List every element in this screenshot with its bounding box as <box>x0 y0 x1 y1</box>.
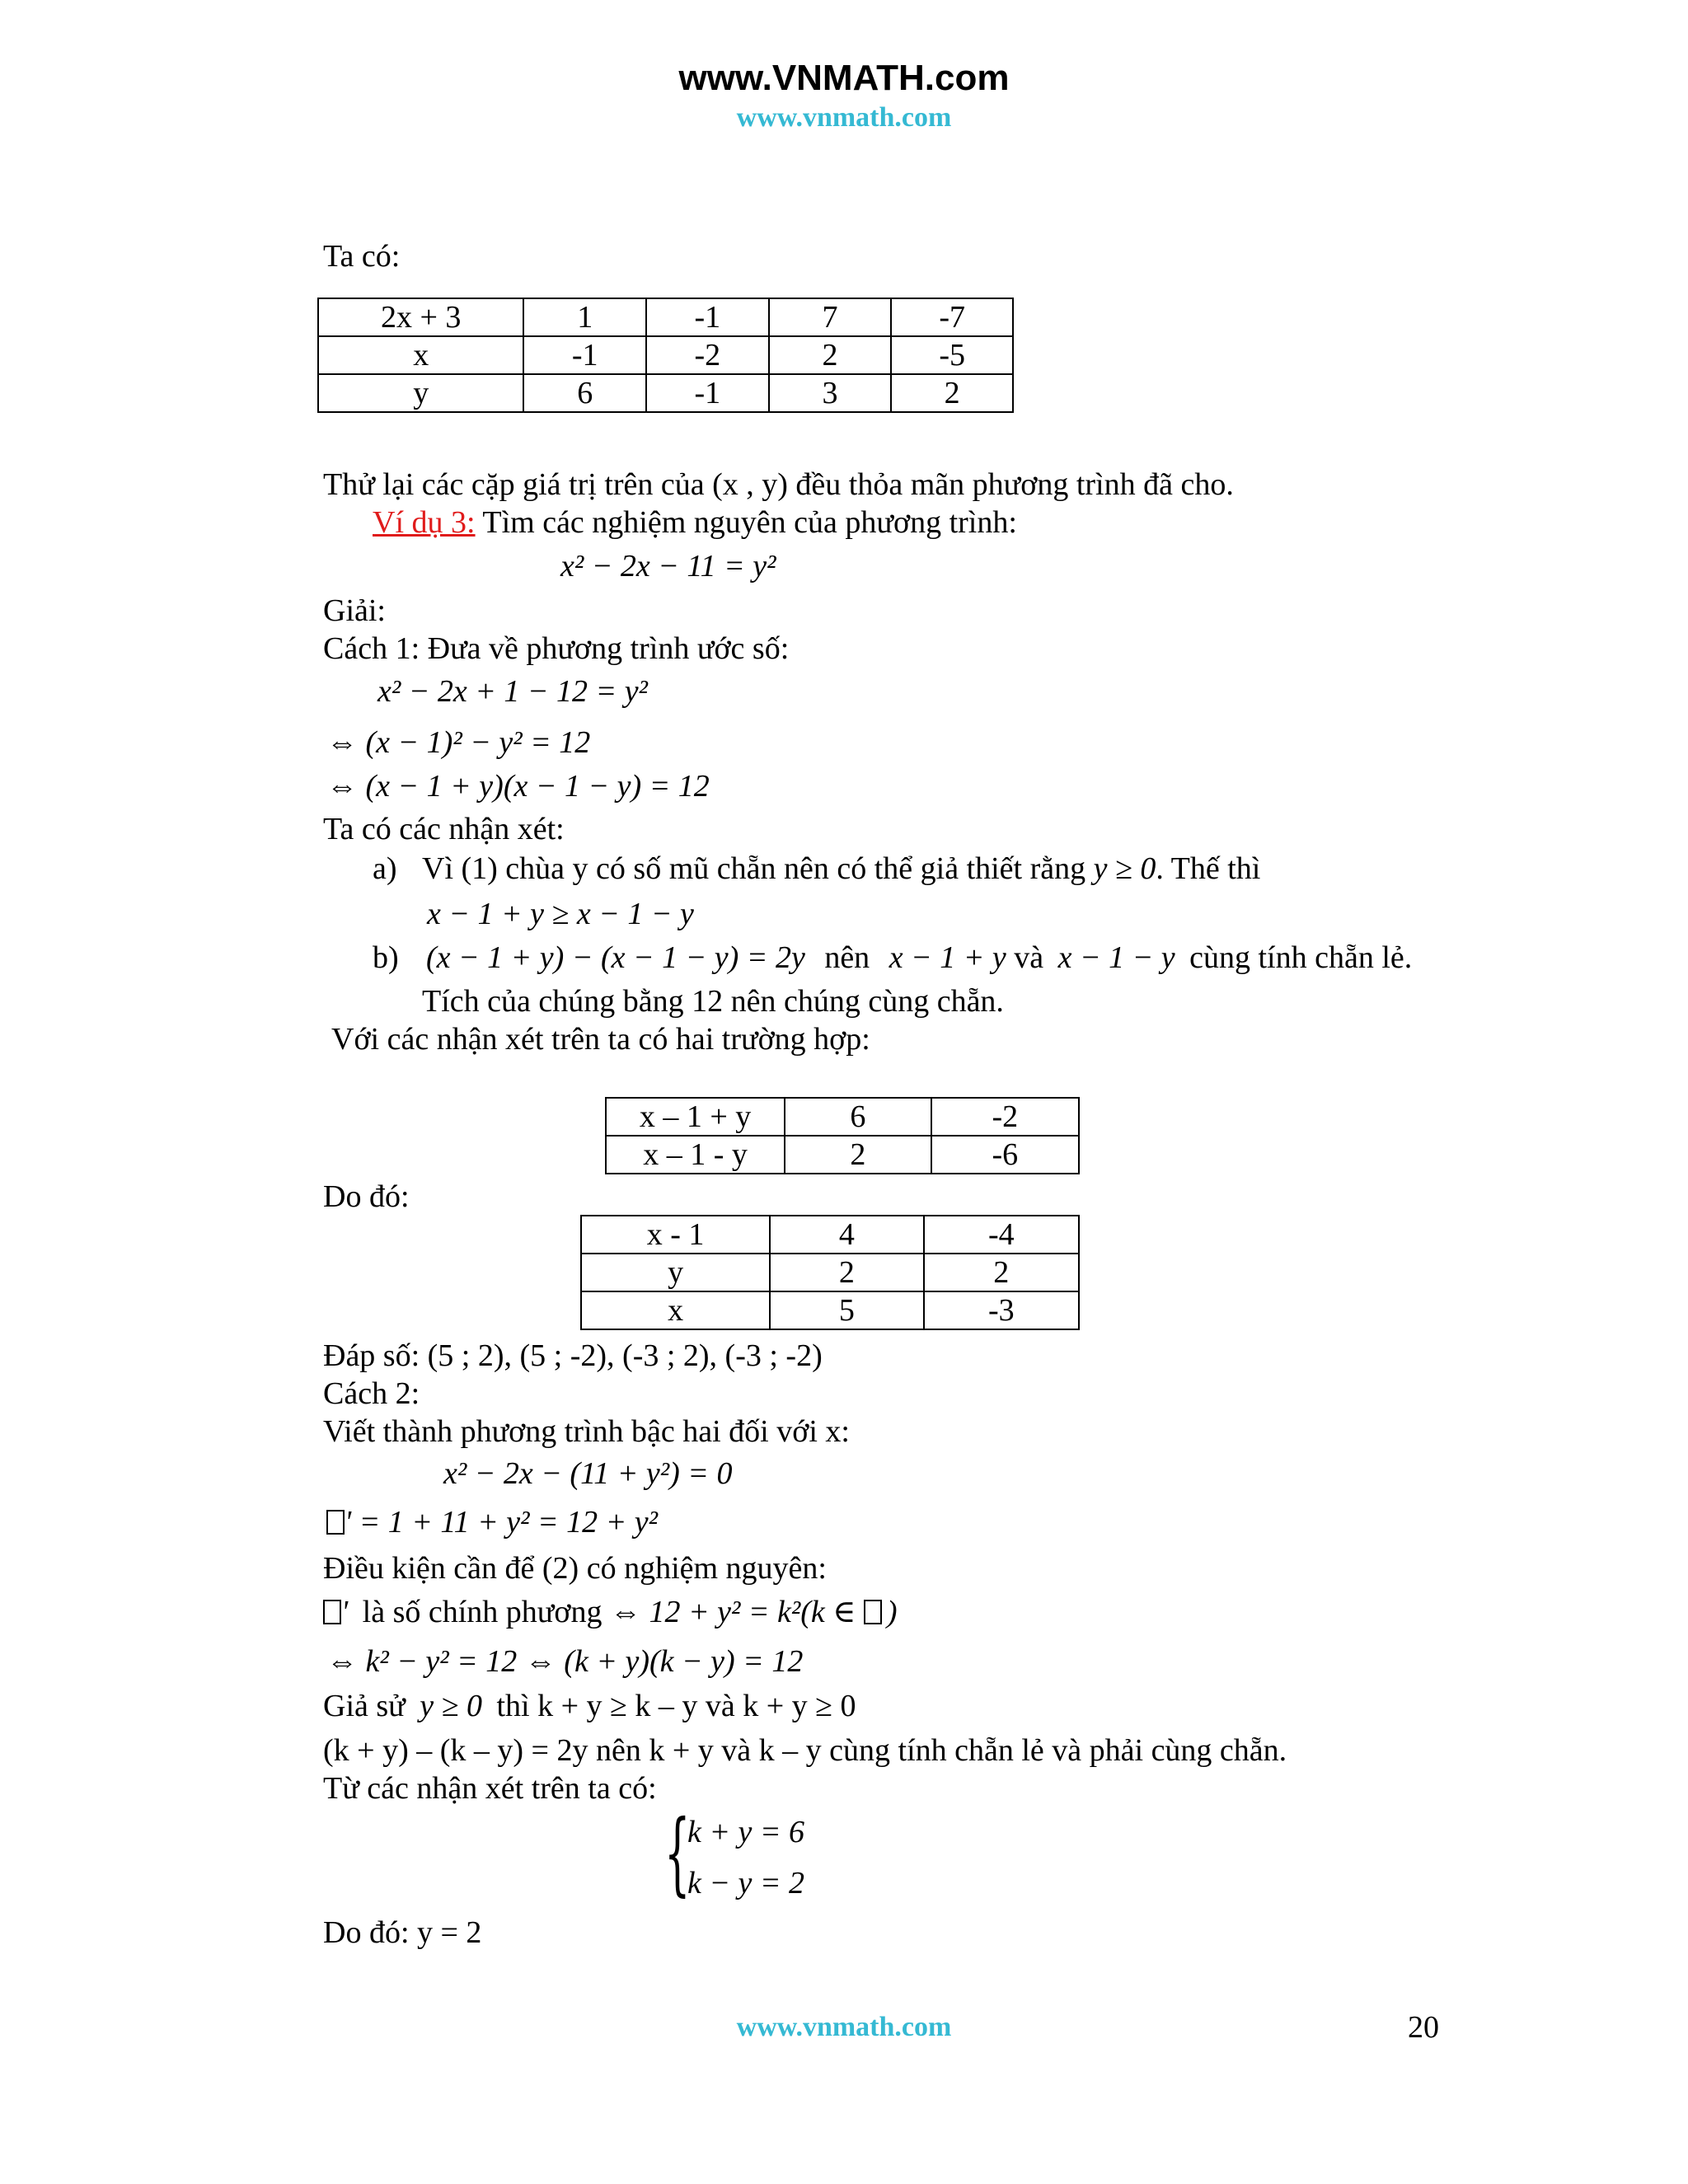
integer-set-glyph <box>864 1600 882 1624</box>
table-cell: -3 <box>924 1291 1079 1329</box>
perfect-square-text: là số chính phương <box>362 1595 603 1629</box>
table-cell: -6 <box>931 1136 1079 1174</box>
table-row <box>581 1254 1079 1291</box>
discriminant-line <box>326 1503 658 1541</box>
table-cell: 3 <box>769 374 892 412</box>
table-cell: x - 1 <box>581 1216 770 1254</box>
delta-glyph <box>326 1510 345 1535</box>
delta-prime: ' <box>341 1595 349 1629</box>
inequality: x − 1 + y ≥ x − 1 − y <box>427 897 694 931</box>
system-brace: { <box>664 1800 691 1905</box>
table-row <box>318 336 1013 374</box>
discriminant-equation: ' = 1 + 11 + y² = 12 + y² <box>345 1505 659 1540</box>
table-cell: x – 1 - y <box>606 1136 785 1174</box>
table-row <box>606 1136 1079 1174</box>
table-cell: y <box>581 1254 770 1291</box>
table-cell: 1 <box>523 298 646 336</box>
method-2-heading: Cách 2: <box>323 1376 420 1411</box>
equation-3: ⇔ (x − 1 + y)(x − 1 − y) = 12 <box>326 769 710 804</box>
answer-text: Đáp số: (5 ; 2), (5 ; -2), (-3 ; 2), (-3 ; -2) <box>323 1338 823 1373</box>
remark-a-tail: . Thế thì <box>1156 851 1261 886</box>
table-cell: -2 <box>646 336 769 374</box>
page-number: 20 <box>1408 2010 1439 2045</box>
from-remarks-text: Từ các nhận xét trên ta có: <box>323 1771 657 1806</box>
table-cell: 2 <box>785 1136 931 1174</box>
square-equation: ⇔ 12 + y² = k²(k ∈ <box>609 1595 864 1629</box>
square-condition <box>323 1593 898 1631</box>
table-cell: 7 <box>769 298 892 336</box>
table-row <box>581 1216 1079 1254</box>
assume-math: y ≥ 0 <box>420 1689 482 1723</box>
table-cell: 2x + 3 <box>318 298 523 336</box>
verify-text: Thử lại các cặp giá trị trên của (x , y) đều thỏa mãn phương trình đã cho. <box>323 467 1234 502</box>
table-cell: -1 <box>646 374 769 412</box>
result-y-text: Do đó: y = 2 <box>323 1915 482 1950</box>
ta-co-text: Ta có: <box>323 239 401 274</box>
table-cell: 6 <box>785 1098 931 1136</box>
table-cell: -1 <box>646 298 769 336</box>
table-cell: x <box>581 1291 770 1329</box>
table-2x3-values <box>317 298 1014 413</box>
system-equation-1: k + y = 6 <box>687 1815 805 1849</box>
example-3-heading <box>373 504 1017 541</box>
equation-1: x² − 2x + 1 − 12 = y² <box>377 674 648 709</box>
table-cell: 6 <box>523 374 646 412</box>
example-task: Tìm các nghiệm nguyên của phương trình: <box>475 505 1017 540</box>
k-equation: ⇔ k² − y² = 12 ⇔ (k + y)(k − y) = 12 <box>326 1644 804 1679</box>
remark-b <box>426 939 1412 977</box>
two-cases-text: Với các nhận xét trên ta có hai trường hợp: <box>331 1022 870 1057</box>
table-cell: x <box>318 336 523 374</box>
y-nonneg-math: y ≥ 0 <box>1093 851 1156 886</box>
table-cell: x – 1 + y <box>606 1098 785 1136</box>
table-cell: -4 <box>924 1216 1079 1254</box>
table-row <box>318 298 1013 336</box>
remark-a-label: a) <box>373 851 397 886</box>
equation-2: ⇔ (x − 1)² − y² = 12 <box>326 725 591 760</box>
table-cases <box>605 1097 1080 1174</box>
b-nen: nên <box>824 940 870 975</box>
site-url-footer[interactable]: www.vnmath.com <box>736 2012 952 2042</box>
quadratic-intro: Viết thành phương trình bậc hai đối với x: <box>323 1414 850 1449</box>
b-cung: cùng tính chẵn lẻ. <box>1189 940 1413 975</box>
table-cell: 5 <box>770 1291 923 1329</box>
table-cell: -1 <box>523 336 646 374</box>
table-row <box>318 374 1013 412</box>
main-equation: x² − 2x − 11 = y² <box>560 549 776 583</box>
table-cell: -5 <box>891 336 1013 374</box>
b-va: và <box>1014 940 1044 975</box>
therefore-text: Do đó: <box>323 1179 410 1214</box>
system-equation-2: k − y = 2 <box>687 1866 805 1900</box>
square-equation-end: ) <box>886 1595 898 1629</box>
assume-rest: thì k + y ≥ k – y và k + y ≥ 0 <box>496 1689 856 1723</box>
delta-glyph-2 <box>323 1600 341 1624</box>
solution-label: Giải: <box>323 593 386 628</box>
site-title: www.VNMATH.com <box>678 58 1010 98</box>
table-cell: 4 <box>770 1216 923 1254</box>
b-factor-1: x − 1 + y <box>889 940 1006 975</box>
table-cell: -2 <box>931 1098 1079 1136</box>
method-1-heading: Cách 1: Đưa về phương trình ước số: <box>323 631 790 666</box>
site-url-header[interactable]: www.vnmath.com <box>736 102 952 133</box>
parity-text: (k + y) – (k – y) = 2y nên k + y và k – y cùng tính chẵn lẻ và phải cùng chẵn. <box>323 1733 1287 1768</box>
example-label-link[interactable]: Ví dụ 3: <box>373 505 476 540</box>
table-cell: 2 <box>924 1254 1079 1291</box>
b-difference-math: (x − 1 + y) − (x − 1 − y) = 2y <box>426 940 805 975</box>
condition-text: Điều kiện cần để (2) có nghiệm nguyên: <box>323 1551 827 1586</box>
assume-line <box>323 1687 856 1725</box>
table-cell: -7 <box>891 298 1013 336</box>
remarks-heading: Ta có các nhận xét: <box>323 812 565 846</box>
remark-a-text: Vì (1) chùa y có số mũ chẵn nên có thể giả thiết rằng <box>422 851 1094 886</box>
quadratic-equation: x² − 2x − (11 + y²) = 0 <box>443 1456 733 1491</box>
table-results <box>580 1215 1080 1330</box>
table-cell: 2 <box>770 1254 923 1291</box>
table-cell: 2 <box>769 336 892 374</box>
table-cell: 2 <box>891 374 1013 412</box>
remark-a <box>422 850 1260 888</box>
b-factor-2: x − 1 − y <box>1057 940 1175 975</box>
remark-b-label: b) <box>373 940 399 975</box>
assume-label: Giả sử <box>323 1689 406 1723</box>
table-row <box>581 1291 1079 1329</box>
table-row <box>606 1098 1079 1136</box>
table-cell: y <box>318 374 523 412</box>
remark-b-product: Tích của chúng bằng 12 nên chúng cùng chẵn. <box>422 984 1004 1019</box>
